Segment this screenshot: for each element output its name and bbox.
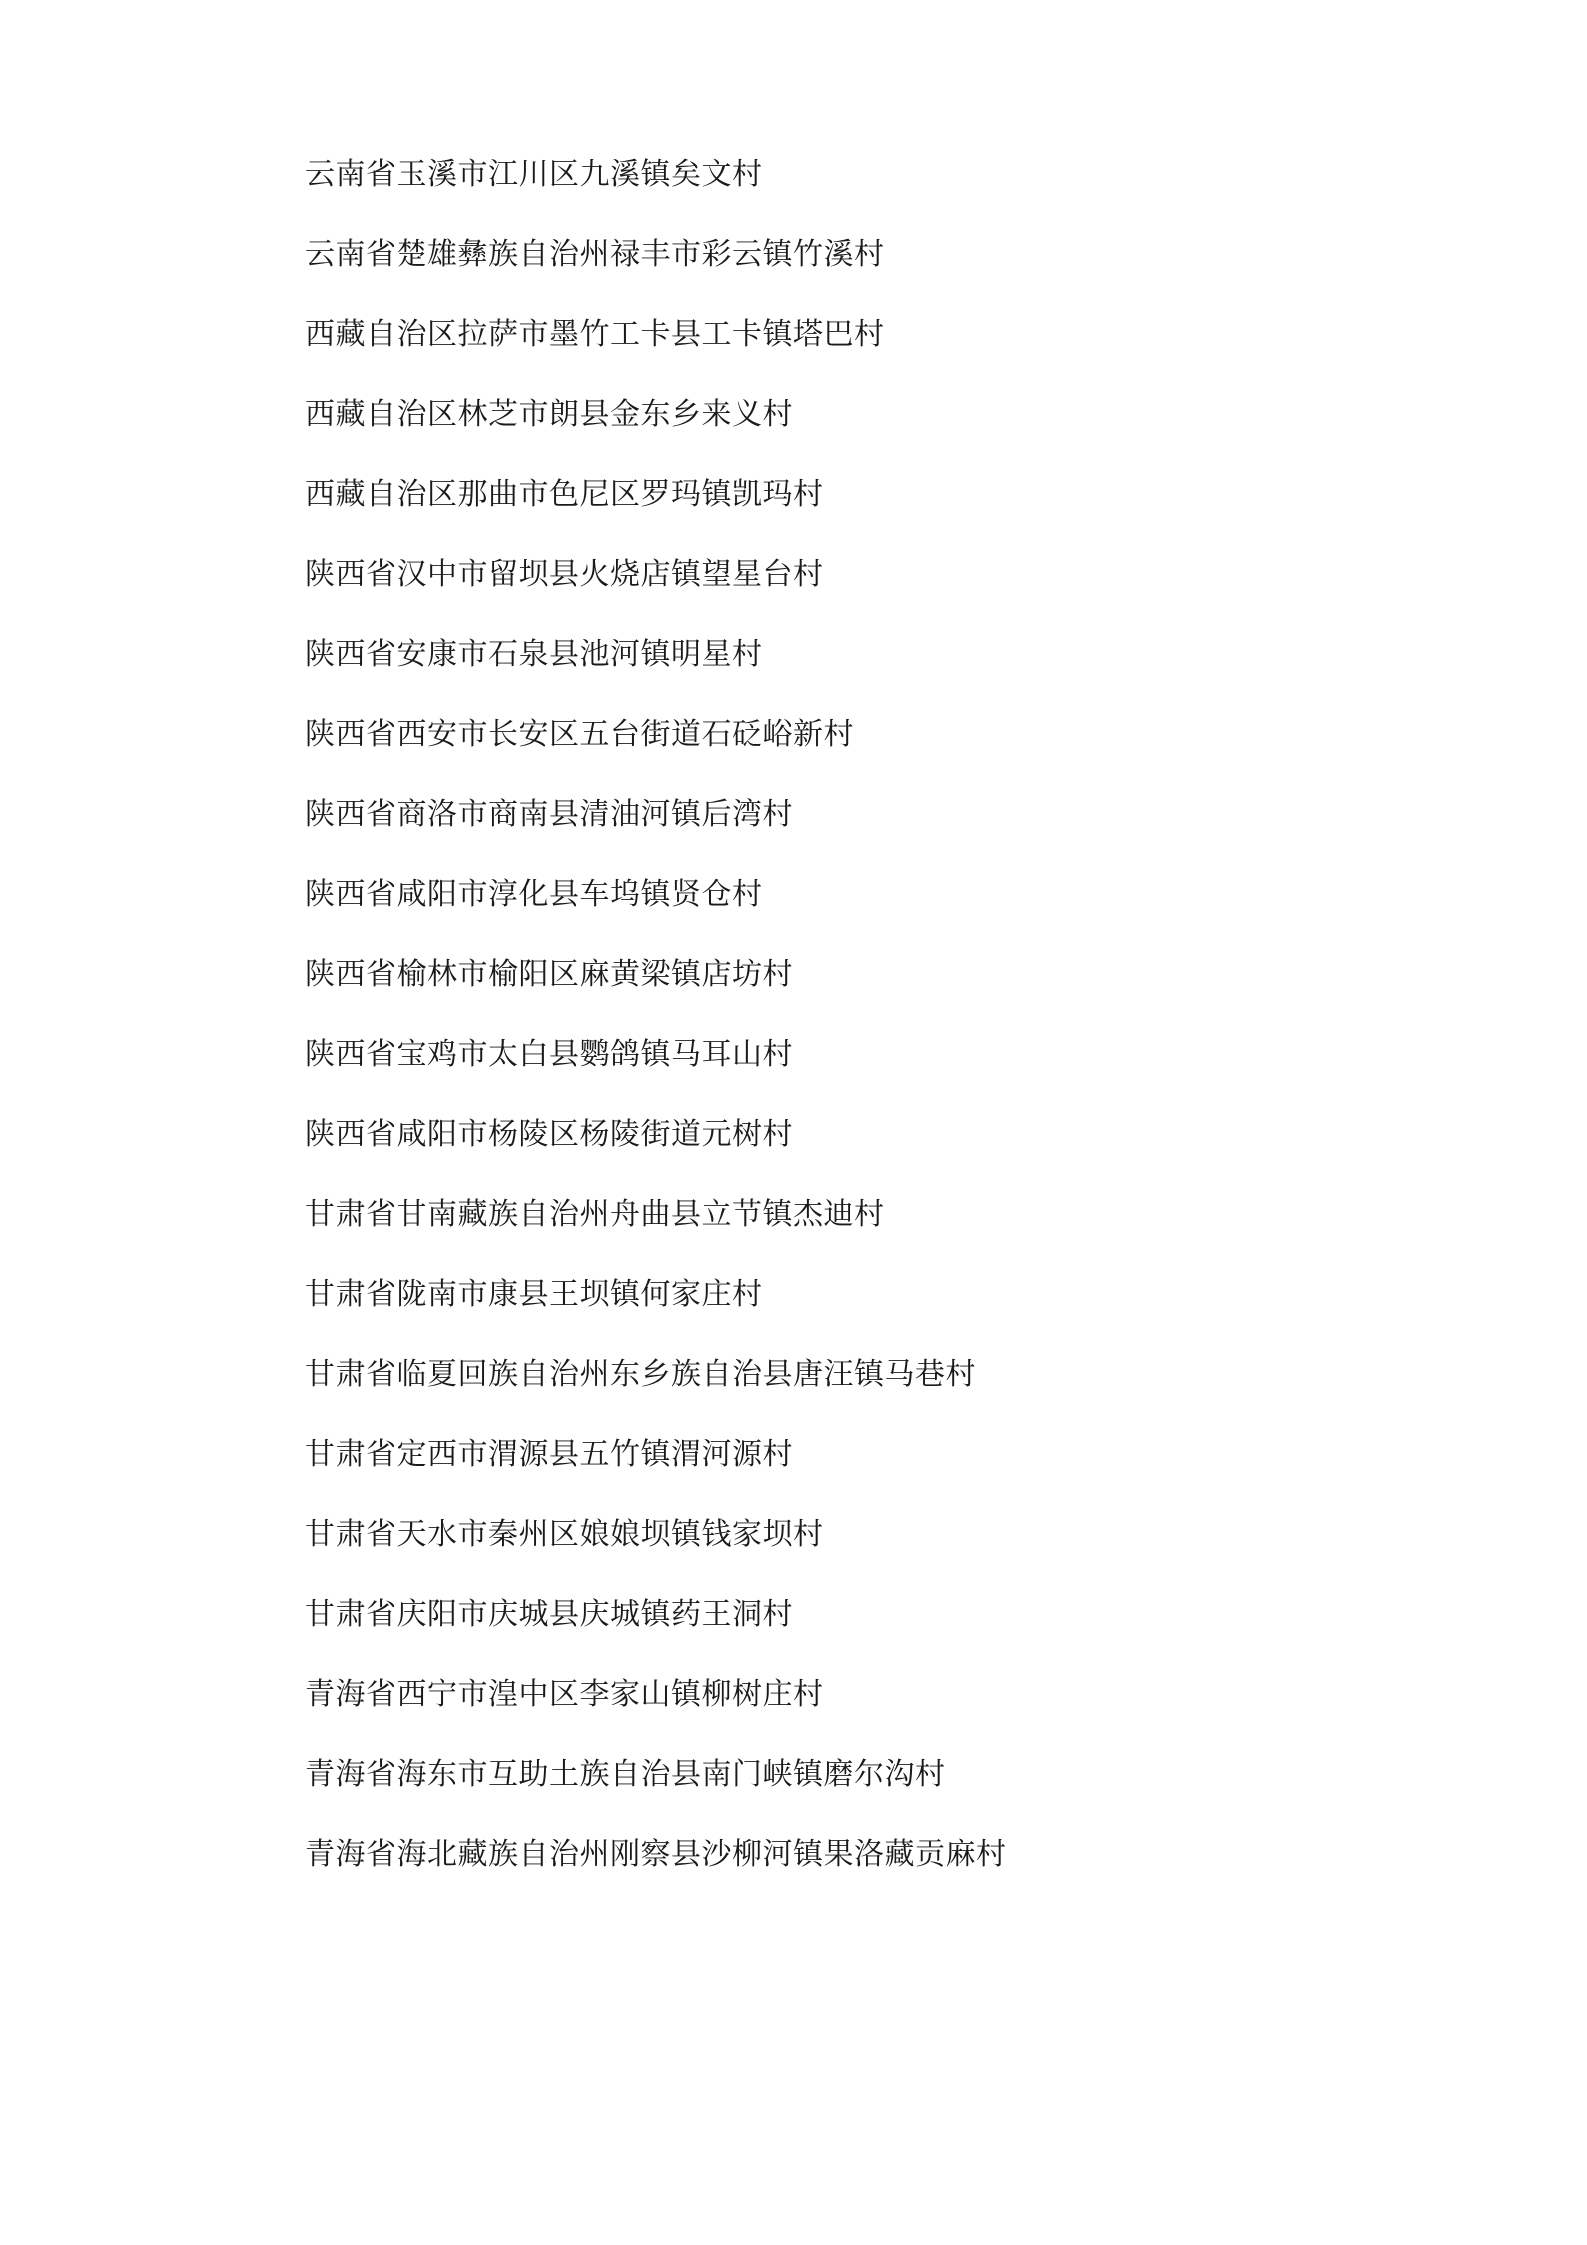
list-item: 陕西省咸阳市杨陵区杨陵街道元树村 bbox=[305, 1117, 793, 1152]
list-item: 陕西省安康市石泉县池河镇明星村 bbox=[305, 637, 763, 672]
list-item: 甘肃省甘南藏族自治州舟曲县立节镇杰迪村 bbox=[305, 1197, 885, 1232]
list-item: 陕西省西安市长安区五台街道石砭峪新村 bbox=[305, 717, 854, 752]
list-item: 陕西省榆林市榆阳区麻黄梁镇店坊村 bbox=[305, 957, 793, 992]
list-item: 陕西省咸阳市淳化县车坞镇贤仓村 bbox=[305, 877, 763, 912]
list-item: 甘肃省定西市渭源县五竹镇渭河源村 bbox=[305, 1437, 793, 1472]
list-item: 陕西省商洛市商南县清油河镇后湾村 bbox=[305, 797, 793, 832]
list-item: 陕西省宝鸡市太白县鹦鸽镇马耳山村 bbox=[305, 1037, 793, 1072]
list-item: 西藏自治区拉萨市墨竹工卡县工卡镇塔巴村 bbox=[305, 317, 885, 352]
list-item: 西藏自治区那曲市色尼区罗玛镇凯玛村 bbox=[305, 477, 824, 512]
list-item: 甘肃省庆阳市庆城县庆城镇药王洞村 bbox=[305, 1597, 793, 1632]
list-item: 陕西省汉中市留坝县火烧店镇望星台村 bbox=[305, 557, 824, 592]
list-item: 甘肃省天水市秦州区娘娘坝镇钱家坝村 bbox=[305, 1517, 824, 1552]
list-item: 青海省西宁市湟中区李家山镇柳树庄村 bbox=[305, 1677, 824, 1712]
list-item: 青海省海东市互助土族自治县南门峡镇磨尔沟村 bbox=[305, 1757, 946, 1792]
list-item: 云南省楚雄彝族自治州禄丰市彩云镇竹溪村 bbox=[305, 237, 885, 272]
list-item: 甘肃省临夏回族自治州东乡族自治县唐汪镇马巷村 bbox=[305, 1357, 976, 1392]
list-item: 青海省海北藏族自治州刚察县沙柳河镇果洛藏贡麻村 bbox=[305, 1837, 1007, 1872]
list-item: 西藏自治区林芝市朗县金东乡来义村 bbox=[305, 397, 793, 432]
village-list bbox=[305, 135, 1387, 1895]
list-item: 甘肃省陇南市康县王坝镇何家庄村 bbox=[305, 1277, 763, 1312]
list-item: 云南省玉溪市江川区九溪镇矣文村 bbox=[305, 157, 763, 192]
